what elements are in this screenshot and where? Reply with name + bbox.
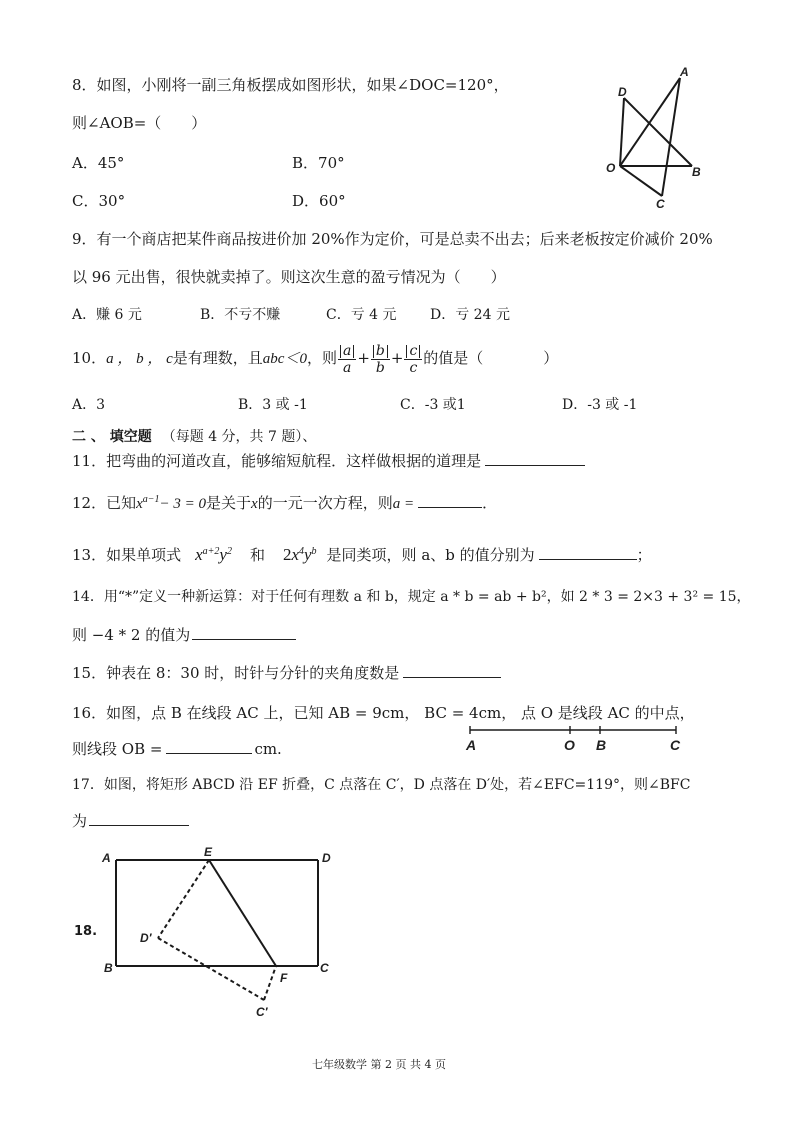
q18-label-d-prime: D′	[140, 931, 152, 945]
q8-option-a: A．45°	[72, 154, 125, 172]
q18-label-c: C	[320, 961, 329, 975]
q14-stem-line1: 14．用“*”定义一种新运算：对于任何有理数 a 和 b，规定 a * b = ab + b²，如 2 * 3 = 2×3 + 3² = 15，	[72, 589, 751, 605]
q10-option-d: D．-3 或 -1	[562, 397, 638, 413]
q9-stem-line1: 9．有一个商店把某件商品按进价加 20%作为定价，可是总卖不出去；后来老板按定价减价 20%	[72, 230, 713, 248]
q10-variables: a ， b ， c	[106, 351, 173, 367]
q17-answer-blank[interactable]	[89, 811, 189, 826]
q8-label-a: A	[680, 65, 689, 79]
q10-fraction-b: $\frac{b}{b}$	[371, 343, 390, 376]
q8-option-b: B．70°	[292, 154, 345, 172]
q13-prefix: 13．如果单项式	[72, 546, 182, 564]
q16-label-c: C	[670, 737, 681, 753]
q18-label-e: E	[204, 845, 213, 859]
q16-line2-text: 则线段 OB =	[72, 740, 163, 758]
page-footer: 七年级数学 第 2 页 共 4 页	[312, 1058, 446, 1071]
q18-label-f: F	[280, 971, 288, 985]
q13-monomial2-x: x	[291, 545, 299, 564]
q10-option-b: B．3 或 -1	[238, 397, 308, 413]
q16-label-o: O	[564, 737, 575, 753]
q11-stem	[72, 450, 585, 471]
q12-variable: x	[251, 496, 258, 512]
q9-option-c: C．亏 4 元	[326, 307, 397, 323]
q13-monomial1-y: y	[219, 545, 227, 564]
q16-unit: cm.	[254, 740, 282, 758]
q8-label-b: B	[692, 165, 701, 179]
q12-stem	[72, 492, 497, 513]
q8-option-c: C．30°	[72, 192, 126, 210]
q10-suffix: 的值是（ ）	[423, 349, 559, 367]
q10-plus-1: +	[357, 349, 370, 367]
q13-monomial1-yexp: 2	[226, 546, 232, 557]
q10-plus-2: +	[390, 349, 404, 367]
q12-prefix: 12．已知	[72, 494, 137, 512]
q13-monomial2-coef: 2	[282, 545, 292, 564]
q17-stem-line1: 17．如图，将矩形 ABCD 沿 EF 折叠，C 点落在 C′，D 点落在 D′处，若∠EFC=119°，则∠BFC	[72, 777, 691, 793]
q8-option-d: D．60°	[292, 192, 346, 210]
q14-stem-line2	[72, 624, 296, 645]
q9-option-d: D．亏 24 元	[430, 307, 510, 323]
q12-base: x	[136, 496, 143, 512]
q12-text-mid: 是关于	[206, 494, 252, 512]
q10-option-a: A．3	[72, 397, 106, 413]
q8-triangle-figure	[600, 62, 712, 212]
q8-label-c: C	[656, 197, 665, 211]
q12-ask: a =	[392, 496, 415, 512]
q8-label-o: O	[606, 161, 616, 175]
section-2-title: 二 、 填空题	[72, 429, 152, 445]
q18-label-a: A	[102, 851, 111, 865]
q10-stem	[72, 340, 558, 377]
q9-option-a: A．赚 6 元	[72, 307, 142, 323]
q9-stem-line2: 以 96 元出售，很快就卖掉了。则这次生意的盈亏情况为（ ）	[72, 268, 506, 286]
q10-text-mid: 是有理数，且	[172, 349, 263, 367]
q18-label-b: B	[104, 961, 113, 975]
q13-monomial1-xexp: a+2	[202, 546, 220, 557]
q10-condition: abc＜0	[262, 351, 307, 367]
q18-number: 18.	[74, 924, 98, 939]
q17-stem-line2	[72, 810, 189, 831]
section-2-heading	[72, 426, 316, 446]
q16-segment-figure	[460, 722, 692, 756]
q13-suffix: 是同类项，则 a、b 的值分别为	[326, 546, 535, 564]
q16-label-b: B	[596, 737, 607, 753]
q12-text-mid2: 的一元一次方程，则	[257, 494, 393, 512]
q16-stem-line1: 16．如图，点 B 在线段 AC 上，已知 AB = 9cm， BC = 4cm， 点 O 是线段 AC 的中点，	[72, 704, 695, 722]
q16-stem-line2	[72, 738, 282, 759]
q12-equation: − 3 = 0	[159, 496, 207, 512]
q10-fraction-c: $\frac{c}{c}$	[404, 343, 422, 376]
q11-answer-blank[interactable]	[485, 451, 585, 466]
q10-fraction-a: $\frac{a}{a}$	[338, 343, 356, 376]
q13-monomial2-xexp: 4	[299, 546, 304, 557]
q17-line2-text: 为	[72, 812, 88, 830]
q12-exponent: a−1	[142, 494, 160, 505]
q8-stem-line2: 则∠AOB=（ ）	[72, 114, 207, 132]
q17-fold-figure	[96, 842, 342, 1020]
q18-label-c-prime: C′	[256, 1005, 268, 1019]
q8-stem-line1: 8．如图，小刚将一副三角板摆成如图形状，如果∠DOC=120°，	[72, 76, 509, 94]
q10-option-c: C．-3 或1	[400, 397, 466, 413]
q9-option-b: B．不亏不赚	[200, 307, 281, 323]
q8-label-d: D	[618, 85, 627, 99]
q10-text-then: ，则	[306, 349, 337, 367]
q15-stem	[72, 662, 501, 683]
q13-end: ；	[636, 546, 652, 564]
q15-text: 15．钟表在 8：30 时，时针与分针的夹角度数是	[72, 664, 400, 682]
section-2-note: （每题 4 分，共 7 题）、	[161, 429, 317, 445]
q15-answer-blank[interactable]	[403, 663, 501, 678]
q14-line2-text: 则 −4 * 2 的值为	[72, 626, 191, 644]
q18-label-d: D	[322, 851, 331, 865]
q12-answer-blank[interactable]	[418, 493, 482, 508]
q13-answer-blank[interactable]	[539, 545, 637, 560]
q14-answer-blank[interactable]	[192, 625, 296, 640]
q10-number: 10．	[72, 349, 107, 367]
q12-end: ．	[482, 494, 498, 512]
q13-and: 和	[249, 546, 265, 564]
q16-answer-blank[interactable]	[166, 739, 252, 754]
q13-monomial2-y: y	[304, 545, 312, 564]
q13-monomial2-yexp: b	[311, 546, 317, 557]
q16-label-a: A	[466, 737, 477, 753]
q11-text: 11．把弯曲的河道改直，能够缩短航程．这样做根据的道理是	[72, 452, 482, 470]
q13-stem	[72, 544, 652, 565]
q13-monomial1-x: x	[195, 545, 203, 564]
